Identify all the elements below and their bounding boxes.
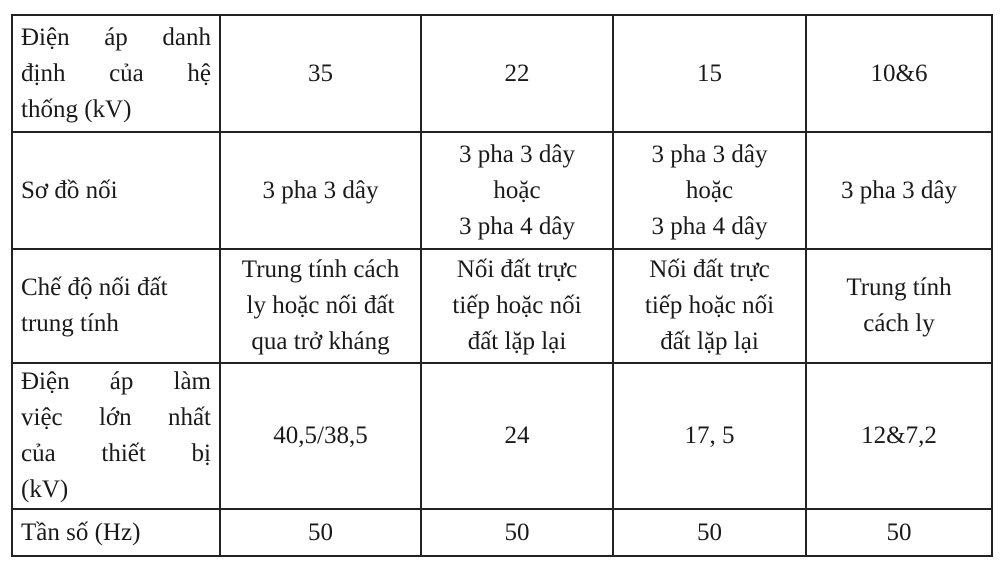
- table-cell: 50: [220, 509, 421, 556]
- row-label-connection-scheme: Sơ đồ nối: [12, 132, 220, 249]
- table-cell: 17, 5: [613, 363, 806, 509]
- table-cell: 50: [806, 509, 992, 556]
- row-label-max-operating-voltage: Điện áp làm việc lớn nhất của thiết bị (kV): [12, 363, 220, 509]
- table-cell: 10&6: [806, 15, 992, 132]
- row-label-nominal-voltage: Điện áp danh định của hệ thống (kV): [12, 15, 220, 132]
- table-cell: 50: [421, 509, 613, 556]
- table-row: [12, 509, 992, 556]
- table-cell: 3 pha 3 dây hoặc 3 pha 4 dây: [421, 132, 613, 249]
- table-cell: Nối đất trực tiếp hoặc nối đất lặp lại: [421, 249, 613, 363]
- table-cell: Nối đất trực tiếp hoặc nối đất lặp lại: [613, 249, 806, 363]
- table-cell: 40,5/38,5: [220, 363, 421, 509]
- table-cell: 15: [613, 15, 806, 132]
- row-label-neutral-grounding: Chế độ nối đất trung tính: [12, 249, 220, 363]
- table-cell: 22: [421, 15, 613, 132]
- table-cell: Trung tính cách ly hoặc nối đất qua trở kháng: [220, 249, 421, 363]
- row-label-frequency: Tần số (Hz): [12, 509, 220, 556]
- table-cell: 50: [613, 509, 806, 556]
- table-row: [12, 15, 992, 132]
- table-cell: Trung tính cách ly: [806, 249, 992, 363]
- table-cell: 3 pha 3 dây: [220, 132, 421, 249]
- table-cell: 12&7,2: [806, 363, 992, 509]
- table-row: [12, 363, 992, 509]
- table-cell: 3 pha 3 dây hoặc 3 pha 4 dây: [613, 132, 806, 249]
- table-row: [12, 132, 992, 249]
- table-cell: 3 pha 3 dây: [806, 132, 992, 249]
- table-cell: 24: [421, 363, 613, 509]
- table-row: [12, 249, 992, 363]
- table-cell: 35: [220, 15, 421, 132]
- voltage-spec-table: [11, 14, 993, 557]
